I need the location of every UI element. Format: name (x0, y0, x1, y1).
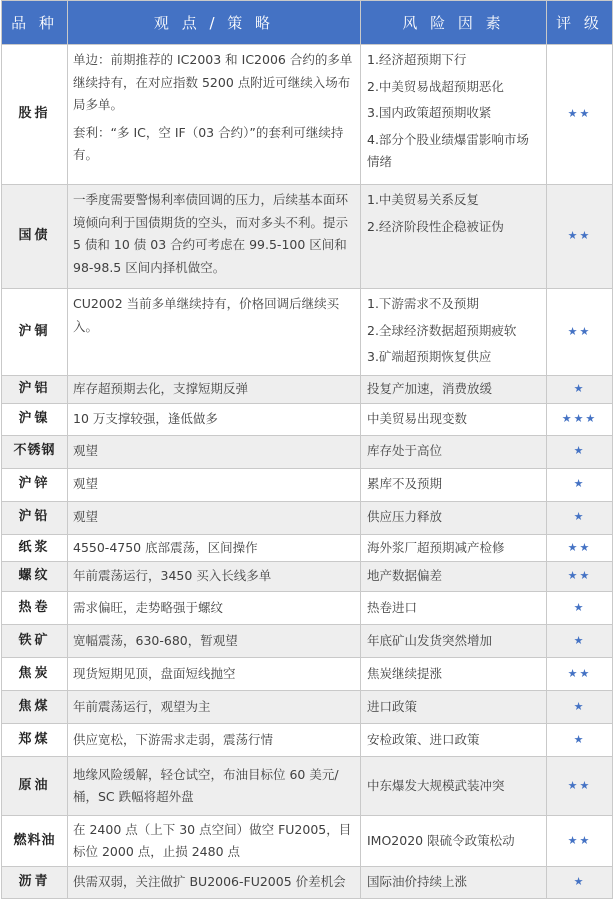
risk-item: 投复产加速，消费放缓 (361, 376, 547, 404)
table-row (2, 691, 613, 724)
risk-item: 国际油价持续上涨 (361, 867, 547, 899)
risk-item: 2.经济阶段性企稳被证伪 (367, 218, 504, 234)
rating-stars: ★★★ (547, 403, 613, 435)
strategy-cell (68, 185, 361, 289)
strategy-text: 单边：前期推荐的 IC2003 和 IC2006 合约的多单继续持有，在对应指数 5200 点附近可继续入场布局多单。 (73, 52, 353, 112)
rating-stars: ★ (547, 625, 613, 658)
kind-cell: 焦炭 (2, 658, 68, 691)
table-row (2, 376, 613, 404)
rating-stars: ★ (547, 376, 613, 404)
strategy-text: 一季度需要警惕利率债回调的压力，后续基本面环境倾向利于国债期货的空头，而对多头不利。提示 5 债和 10 债 03 合约可考虑在 99.5-100 区间和 98-98.5 区间内择机做空。 (73, 192, 349, 275)
risk-item: 2.中美贸易战超预期恶化 (367, 78, 504, 94)
table-row (2, 45, 613, 185)
table-row (2, 289, 613, 376)
rating-stars: ★★ (547, 757, 613, 816)
strategy-text: 宽幅震荡，630-680，暂观望 (68, 625, 361, 658)
table-row (2, 592, 613, 625)
table-row (2, 185, 613, 289)
header-rating: 评 级 (547, 1, 613, 45)
header-row (2, 1, 613, 45)
kind-cell: 沥青 (2, 867, 68, 899)
risk-item: 中东爆发大规模武装冲突 (361, 757, 547, 816)
risk-item: 供应压力释放 (361, 501, 547, 534)
kind-cell: 焦煤 (2, 691, 68, 724)
table-row (2, 403, 613, 435)
kind-cell: 沪铜 (2, 289, 68, 376)
risk-item: 中美贸易出现变数 (361, 403, 547, 435)
risk-item: 焦炭继续提涨 (361, 658, 547, 691)
risk-item: 1.下游需求不及预期 (367, 296, 479, 311)
kind-cell: 沪铅 (2, 501, 68, 534)
risk-item: 3.国内政策超预期收紧 (367, 105, 492, 120)
risk-item: 3.矿端超预期恢复供应 (367, 349, 492, 364)
risk-item: 海外浆厂超预期减产检修 (361, 534, 547, 562)
strategy-text: 套利：“多 IC，空 IF（03 合约）”的套利可继续持有。 (73, 124, 344, 162)
risk-item: 地产数据偏差 (361, 562, 547, 592)
risk-item: 1.中美贸易关系反复 (367, 192, 479, 207)
risk-item: 年底矿山发货突然增加 (361, 625, 547, 658)
kind-cell: 热卷 (2, 592, 68, 625)
table-row (2, 534, 613, 562)
strategy-text: CU2002 当前多单继续持有，价格回调后继续买入。 (73, 296, 340, 334)
rating-stars: ★ (547, 691, 613, 724)
rating-stars: ★ (547, 724, 613, 757)
risk-item: 累库不及预期 (361, 468, 547, 501)
rating-stars: ★★ (547, 185, 613, 289)
rating-stars: ★ (547, 867, 613, 899)
kind-cell: 不锈钢 (2, 435, 68, 468)
kind-cell: 铁矿 (2, 625, 68, 658)
kind-cell: 沪铝 (2, 376, 68, 404)
header-risk: 风 险 因 素 (361, 1, 547, 45)
kind-cell: 原油 (2, 757, 68, 816)
risk-item: 2.全球经济数据超预期疲软 (367, 322, 517, 338)
table-row (2, 867, 613, 899)
kind-cell: 沪镍 (2, 403, 68, 435)
strategy-table (1, 0, 613, 899)
risk-item: IMO2020 限硫令政策松动 (361, 816, 547, 867)
rating-stars: ★★ (547, 45, 613, 185)
table-row (2, 501, 613, 534)
risk-item: 安检政策、进口政策 (361, 724, 547, 757)
strategy-text: 年前震荡运行，3450 买入长线多单 (68, 562, 361, 592)
risk-cell (361, 289, 547, 376)
kind-cell: 股指 (2, 45, 68, 185)
rating-stars: ★★ (547, 658, 613, 691)
strategy-text: 在 2400 点（上下 30 点空间）做空 FU2005，目标位 2000 点，止损 2480 点 (68, 816, 361, 867)
table-row (2, 816, 613, 867)
strategy-text: 年前震荡运行，观望为主 (68, 691, 361, 724)
rating-stars: ★★ (547, 289, 613, 376)
header-strategy: 观 点 / 策 略 (68, 1, 361, 45)
strategy-text: 10 万支撑较强，逢低做多 (68, 403, 361, 435)
strategy-cell (68, 289, 361, 376)
rating-stars: ★★ (547, 534, 613, 562)
risk-cell (361, 45, 547, 185)
kind-cell: 燃料油 (2, 816, 68, 867)
rating-stars: ★★ (547, 816, 613, 867)
table-row (2, 468, 613, 501)
rating-stars: ★ (547, 435, 613, 468)
strategy-text: 供需双弱，关注做扩 BU2006-FU2005 价差机会 (68, 867, 361, 899)
strategy-text: 需求偏旺，走势略强于螺纹 (68, 592, 361, 625)
table-row (2, 658, 613, 691)
table-row (2, 757, 613, 816)
header-kind: 品 种 (2, 1, 68, 45)
kind-cell: 螺纹 (2, 562, 68, 592)
strategy-text: 观望 (68, 468, 361, 501)
kind-cell: 沪锌 (2, 468, 68, 501)
strategy-text: 供应宽松，下游需求走弱，震荡行情 (68, 724, 361, 757)
table-row (2, 562, 613, 592)
risk-item: 进口政策 (361, 691, 547, 724)
strategy-text: 4550-4750 底部震荡，区间操作 (68, 534, 361, 562)
kind-cell: 纸浆 (2, 534, 68, 562)
table-row (2, 625, 613, 658)
strategy-text: 观望 (68, 435, 361, 468)
strategy-text: 观望 (68, 501, 361, 534)
strategy-cell (68, 45, 361, 185)
strategy-text: 现货短期见顶，盘面短线抛空 (68, 658, 361, 691)
risk-cell (361, 185, 547, 289)
risk-item: 库存处于高位 (361, 435, 547, 468)
rating-stars: ★★ (547, 562, 613, 592)
rating-stars: ★ (547, 468, 613, 501)
table-row (2, 724, 613, 757)
risk-item: 4.部分个股业绩爆雷影响市场情绪 (367, 131, 529, 169)
strategy-text: 地缘风险缓解，轻仓试空，布油目标位 60 美元/桶，SC 跌幅将超外盘 (68, 757, 361, 816)
rating-stars: ★ (547, 592, 613, 625)
kind-cell: 郑煤 (2, 724, 68, 757)
risk-item: 热卷进口 (361, 592, 547, 625)
strategy-text: 库存超预期去化，支撑短期反弹 (68, 376, 361, 404)
kind-cell: 国债 (2, 185, 68, 289)
risk-item: 1.经济超预期下行 (367, 52, 467, 67)
rating-stars: ★ (547, 501, 613, 534)
table-row (2, 435, 613, 468)
